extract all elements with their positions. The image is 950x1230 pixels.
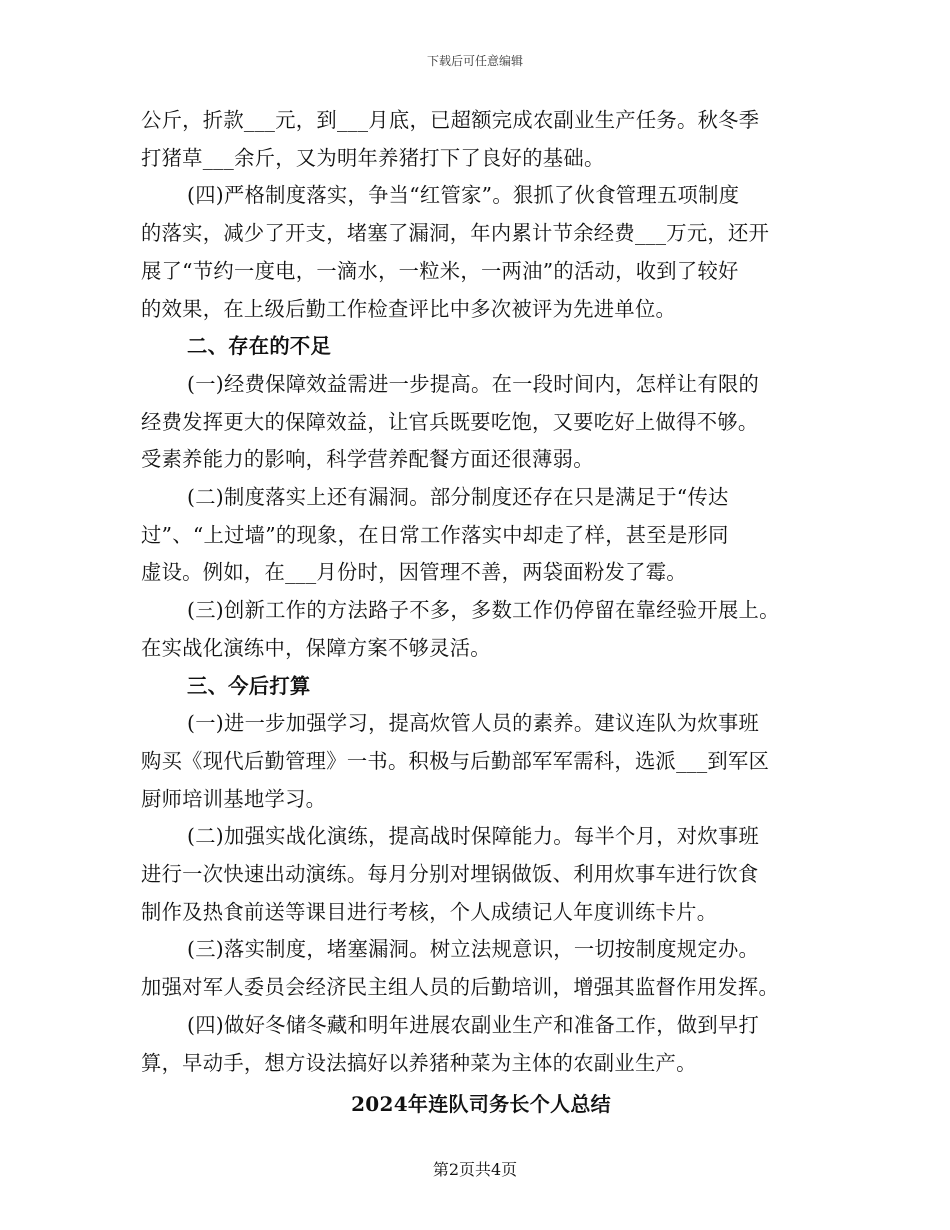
paragraph-line: 受素养能力的影响，科学营养配餐方面还很薄弱。 <box>141 447 594 472</box>
document-title: 2024年连队司务长个人总结 <box>351 1092 611 1117</box>
paragraph-line: 进行一次快速出动演练。每月分别对埋锅做饭、利用炊事车进行饮食 <box>141 862 759 887</box>
document-body <box>141 102 821 1124</box>
section-heading: 三、今后打算 <box>187 673 311 698</box>
paragraph-line: 公斤，折款___元，到___月底，已超额完成农副业生产任务。秋冬季 <box>141 108 760 132</box>
paragraph-line: 在实战化演练中，保障方案不够灵活。 <box>141 635 491 660</box>
paragraph-line: (三)创新工作的方法路子不多，多数工作仍停留在靠经验开展上。 <box>187 598 780 623</box>
paragraph-line: 加强对军人委员会经济民主组人员的后勤培训，增强其监督作用发挥。 <box>141 975 780 1000</box>
paragraph-line: (一)经费保障效益需进一步提高。在一段时间内，怎样让有限的 <box>187 371 760 396</box>
paragraph-line: 算，早动手，想方设法搞好以养猪种菜为主体的农副业生产。 <box>141 1050 697 1075</box>
paragraph-line: (四)严格制度落实，争当“红管家”。狠抓了伙食管理五项制度 <box>187 183 740 208</box>
paragraph-line: 制作及热食前送等课目进行考核，个人成绩记人年度训练卡片。 <box>141 899 718 924</box>
paragraph-line: 虚设。例如，在___月份时，因管理不善，两袋面粉发了霉。 <box>141 560 687 585</box>
paragraph-line: 的效果，在上级后勤工作检查评比中多次被评为先进单位。 <box>141 296 677 321</box>
paragraph-line: (三)落实制度，堵塞漏洞。树立法规意识，一切按制度规定办。 <box>187 937 760 962</box>
page-footer: 第2页共4页 <box>432 1160 518 1179</box>
paragraph-line: (一)进一步加强学习，提高炊管人员的素养。建议连队为炊事班 <box>187 711 760 736</box>
paragraph-line: 购买《现代后勤管理》一书。积极与后勤部军军需科，选派___到军区 <box>141 748 770 773</box>
section-heading: 二、存在的不足 <box>187 334 332 359</box>
paragraph-line: 打猪草___余斤，又为明年养猪打下了良好的基础。 <box>141 145 605 170</box>
paragraph-line: (二)加强实战化演练，提高战时保障能力。每半个月，对炊事班 <box>187 824 760 849</box>
paragraph-line: (四)做好冬储冬藏和明年进展农副业生产和准备工作，做到早打 <box>187 1012 760 1037</box>
paragraph-line: (二)制度落实上还有漏洞。部分制度还存在只是满足于“传达 <box>187 485 729 510</box>
paragraph-line: 过”、“上过墙”的现象，在日常工作落实中却走了样，甚至是形同 <box>141 522 729 547</box>
paragraph-line: 展了“节约一度电，一滴水，一粒米，一两油”的活动，收到了较好 <box>141 258 739 283</box>
paragraph-line: 厨师培训基地学习。 <box>141 786 327 811</box>
paragraph-line: 经费发挥更大的保障效益，让官兵既要吃饱，又要吃好上做得不够。 <box>141 409 759 434</box>
page-header: 下载后可任意编辑 <box>426 54 523 68</box>
paragraph-line: 的落实，减少了开支，堵塞了漏洞，年内累计节余经费___万元，还开 <box>141 221 770 246</box>
